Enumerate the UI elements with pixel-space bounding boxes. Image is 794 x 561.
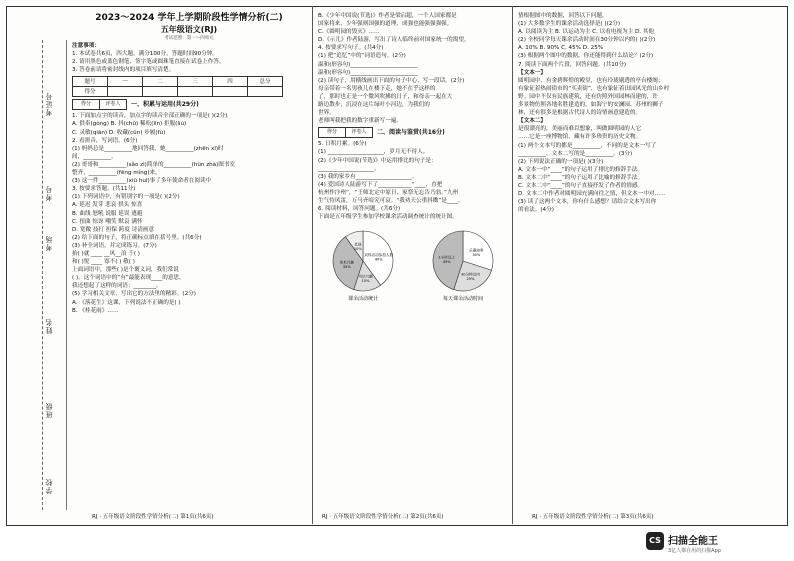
question-line: C. 扭曲 惊讶 嘲笑 默哀 满怀 (72, 218, 143, 225)
score-cell[interactable] (213, 87, 248, 97)
question-line: (1) 下列词语中，有错别字的一项是( )(2分) (72, 194, 180, 201)
scanner-name: 扫描全能王 (668, 536, 718, 547)
pie-slice-label: 30分钟以内 (461, 272, 480, 277)
question-line: 抬( )就 ____ __风__浪 千( ) (72, 250, 140, 257)
question-line: 和( )悦 ____ 寡不( ) 敬( ) (72, 259, 135, 266)
question-line: __________，文本二写的是__________。(3分) (518, 150, 633, 157)
pie-slice-label: 美术兴趣 (339, 260, 354, 265)
question-line: (1) 把“追忆”中的“词语造句。(2分) (318, 53, 406, 60)
section-1-header (72, 99, 306, 110)
pie-title: 每天课余活动时间 (442, 296, 484, 303)
question-line: (1) 两个文本写的都是__________，不同的是文本一写了 (518, 142, 657, 149)
question-line: 的看法。(4分) (518, 207, 554, 214)
question-line: A. 以阅读为主 B. 以运动为主 C. 以看电视为主 D. 其他 (518, 29, 655, 36)
question-line: (2) 哥哥和__________(sǎo zì)简单的__________(hùn zhà)图书室 (72, 161, 236, 168)
grader-score: 得分 (73, 100, 100, 109)
question-line: C.《圆明园的毁灭》…… (318, 29, 380, 36)
question-line: A. 延迟 发芽 悲哀 拱头 惊喜 (72, 202, 143, 209)
score-header: 题号 (73, 77, 108, 87)
label-kaohao: 考号 (45, 185, 53, 201)
question-line: (3) 根据两个图中的数据，你还能得到什么结论？(2分) (518, 53, 654, 60)
question-line: B. 《桂花雨》…… (72, 307, 119, 314)
question-line: 情根据图中的数据，回答以下问题。 (518, 13, 608, 19)
question-line: C. 灵敏(qiān) D. 收藏(cūn) 步履(fù) (72, 129, 166, 136)
label-kaozheng: 考证号 (45, 92, 53, 116)
question-line: 野。园中不仅有民族建筑，还有仿照外国园林而建的，许 (518, 93, 658, 100)
label-class: 班级 (45, 402, 53, 418)
grader-box (318, 127, 373, 138)
page-3 (518, 12, 780, 214)
pie-slice-value: 25% (466, 277, 475, 282)
question-line: C. 文本二中“____”的句子直接抒发了作者的情感。 (518, 182, 644, 189)
page-1 (72, 12, 306, 315)
question-line: (2) 全校同学每天课余活动时间在30分钟以内的( )(2分) (518, 37, 656, 44)
score-row-label: 得分 (73, 87, 108, 97)
notice-3: 3. 答卷前请将密封线内的项目填写清楚。 (72, 67, 175, 74)
page-3-questions (518, 12, 780, 214)
question-line: 是很漂亮的，美丽而难以想象，叫做圆明园的人它 (518, 126, 642, 133)
grader-score: 得分 (319, 128, 346, 137)
label-kaochang: 考场 (45, 235, 53, 251)
question-line: 林，还有很多是根据古代诗人的诗情画意建造的。 (518, 110, 642, 117)
question-line: (1) 妈妈总是__________地回答我，她__________(zhēn xī)时 (72, 145, 224, 152)
pie-charts (318, 221, 508, 309)
question-line: A. 文本一中“____”的句子运用了排比的修辞手法。 (518, 166, 643, 173)
pie-slice-label: 书法兴趣 (358, 274, 373, 279)
question-line: 下面是五年级学生参加学校课余活动调查统计的统计图。 (318, 214, 458, 221)
section-2-header (318, 127, 508, 138)
question-line: D. 宽敞 技打 担保 跨度 诗清画意 (72, 226, 155, 233)
question-line: (1) 大多数学生的课余活动选择是( )(2分) (518, 21, 621, 28)
score-cell[interactable] (248, 87, 283, 97)
question-line: 有象征着热闹街市的“买卖街”，也有象征着田园风光的山乡村 (518, 85, 670, 92)
question-line: 1. 下面加点字的读音，加点字的读音全部正确的一项是( )(2分) (72, 113, 228, 120)
score-cell[interactable] (143, 87, 178, 97)
question-line: 6. 阅读材料，回答问题。(共6分) (318, 206, 401, 213)
question-line: ……它是一座博物馆，藏有许多珍贵的历史文物。 (518, 134, 642, 141)
question-line: B.《少年中国说(节选)》作者是梁启超，一个人国家都是 (318, 13, 457, 19)
question-line: 【文本一】 (518, 69, 546, 76)
margin-line (66, 40, 67, 510)
question-line: B. 文本二中“____”的句子运用了比喻的修辞手法。 (518, 174, 644, 181)
question-line: 间，__________。 (72, 153, 117, 160)
question-line: 5. 日积月累。(6分) (318, 141, 367, 148)
notice-title: 注意事项： (72, 43, 100, 49)
question-line: 4. 按要求写句子。(共4分) (318, 45, 384, 52)
question-line: 【文本二】 (518, 118, 546, 125)
pie-slice-value: 40% (374, 257, 383, 262)
question-line: 2. 看拼音，写词语。(6分) (72, 137, 138, 144)
question-line: (2)《少年中国说(节选)》中运用排比的句子是： (318, 157, 437, 164)
pie-slice-value: 15% (361, 279, 370, 284)
pie-title: 课余活动统计 (347, 296, 379, 303)
notice-2: 2. 请用黑色或蓝色钢笔、签字笔或圆珠笔直接在试卷上作答。 (72, 59, 225, 66)
score-header: 一 (108, 77, 143, 87)
score-header: 四 (213, 77, 248, 87)
question-line: 圆明园中，有金碧辉煌的殿堂，也有玲珑剔透的亭台楼阁； (518, 77, 664, 84)
question-line: (1) ____________________，岁月无不待人。 (318, 149, 429, 156)
question-line: A. 供奉(gòng) B. 抖(chǔ) 稀松(lìn) 拒服(liú) (72, 121, 187, 128)
question-line: 生气恃风雷，万马齐喑究可哀。“我劝天公重抖擞”是____。 (318, 197, 464, 204)
binding-margin (0, 0, 58, 561)
question-line: 国家将来，少年强则国强的道理，成强也能强强强强。 (318, 21, 453, 28)
score-cell[interactable] (108, 87, 143, 97)
pie-slice-label: 1小时以上 (438, 255, 456, 260)
question-line: B. 曲线 怒吼 说服 延误 逃避 (72, 210, 143, 217)
exam-title: 2023～2024 学年上学期阶段性学情分析(二) (95, 13, 283, 23)
pie-slice-value: 10% (353, 247, 362, 252)
question-line: 世界。 (318, 110, 335, 117)
score-header: 二 (143, 77, 178, 87)
pie-slice-label: 其他 (354, 242, 362, 247)
question-line: 杭州作汴州”，“王师北定中原日，家祭无忘告乃翁。”九州 (318, 189, 459, 196)
exam-subtitle: 五年级语文(RJ) (160, 25, 218, 34)
notice-1: 1. 本试卷共6页，四大题，满分100分，答题时间90分钟。 (72, 51, 218, 58)
pie-slice-label: 乐器演奏 (469, 248, 484, 253)
score-table (72, 76, 283, 97)
question-line: 路边散步，沉浸在这片绿叶小河边，为我们的 (318, 102, 430, 109)
grader-name: 评卷人 (105, 101, 121, 108)
question-line: A. 《落花生》这课，下列说法不正确的是( ) (72, 299, 181, 306)
question-line: (4) 爱国诗人陆游写下了____________“____，直把 (318, 181, 443, 188)
question-line: D.《示儿》作者陆游，写出了诗人临终前对国家统一的渴望。 (318, 37, 470, 44)
question-line: 7. 阅读下面两个片段，回答问题。(共10分) (518, 61, 627, 68)
question-line: (2) 读句子，用横线画出下面的句子中心，写一段话。(2分) (318, 77, 465, 84)
page-2-questions-b (318, 140, 508, 221)
page-3-footer: RJ · 五年级语文阶段性学情分析(二) 第3页(共6页) (532, 514, 654, 520)
seal-line (42, 40, 43, 510)
section-2-title: 二、阅读与鉴赏(共16分) (377, 128, 445, 136)
pie-slice-value: 45% (442, 260, 451, 265)
camscanner-icon: CS (646, 532, 664, 550)
question-line: (3) 读了这两个文本，你有什么感想？请结合文本写出你 (518, 199, 657, 206)
pie-slice-value: 30% (472, 253, 481, 258)
label-school: 学校 (45, 478, 53, 494)
question-line: 上面词语中，那些( )是个褒义词，我们常说 (72, 267, 179, 274)
scanner-slogan: 3亿人都在用的扫描App (668, 548, 721, 554)
page-divider-1 (312, 6, 313, 524)
page-2-footer: RJ · 五年级语文阶段性学情分析(二) 第2页(共6页) (322, 514, 444, 520)
question-line: (2) 下列说法正确的一项是( )(3分) (518, 158, 604, 165)
question-line: D. 文本二中作者对圆明园充满向往之情，但文本一中对…… (518, 191, 666, 198)
question-line: (3) 这一件__________(xiū huī)事了多年使命者在阅读中 (72, 178, 212, 185)
grader-box (72, 99, 127, 110)
question-line: (5) 学习相关文章，写出它的方法里的精彩。(2分) (72, 291, 196, 298)
question-line: 了，那时也正是一个微风吹拂的日子，和母亲一起在大 (318, 93, 453, 100)
question-line: 温和(形容句)________________________ (318, 61, 418, 68)
score-header: 三 (178, 77, 213, 87)
question-line: 多景物仿照各地名胜建造的，如海宁的安澜园、苏州的狮子 (518, 102, 664, 109)
question-line: 温和(形容句)________________________ (318, 69, 418, 76)
page-divider-2 (512, 6, 513, 524)
question-line: 整齐，__________(fēng míng)来。 (72, 170, 161, 177)
question-line: 老师叫我把我的数字重新写一遍。 (318, 118, 402, 125)
question-line: (3) 补全词语，并完成练习。(7分) (72, 242, 157, 249)
page-2 (318, 12, 508, 312)
question-line: ( )。这个词语中的“有”最能表现____的意思， (72, 275, 185, 282)
page-1-footer: RJ · 五年级语文阶段性学情分析(二) 第1页(共6页) (92, 514, 214, 520)
score-header: 总分 (248, 77, 283, 87)
exam-scope: 考试范围：第一～四单元 (164, 36, 214, 41)
page-1-questions (72, 112, 306, 314)
question-line: ____________________。 (318, 165, 380, 172)
score-cell[interactable] (178, 87, 213, 97)
question-line: 母亲带着一名男孩儿在楼下走，她不在乎这样的 (318, 85, 436, 92)
question-line: A. 10% B. 90% C. 45% D. 25% (518, 45, 604, 52)
question-line: 3. 按要求答题。(共11分) (72, 186, 136, 193)
grader-name: 评卷人 (351, 129, 367, 136)
page-2-questions (318, 12, 508, 125)
label-name: 姓名 (45, 318, 53, 334)
section-1-title: 一、积累与运用(共29分) (131, 100, 199, 108)
scanner-logo (646, 530, 786, 558)
question-line: 我还想起了这样的词语：________。 (72, 283, 162, 290)
pie-slice-value: 35% (342, 265, 351, 270)
question-line: (3) 我的家乡有____________________。 (318, 173, 418, 180)
pie-slice-label: 双休活动参加人数 (364, 253, 394, 258)
question-line: (2) 给下面的句子，将正确标点填在括号里。(共6分) (72, 234, 202, 241)
